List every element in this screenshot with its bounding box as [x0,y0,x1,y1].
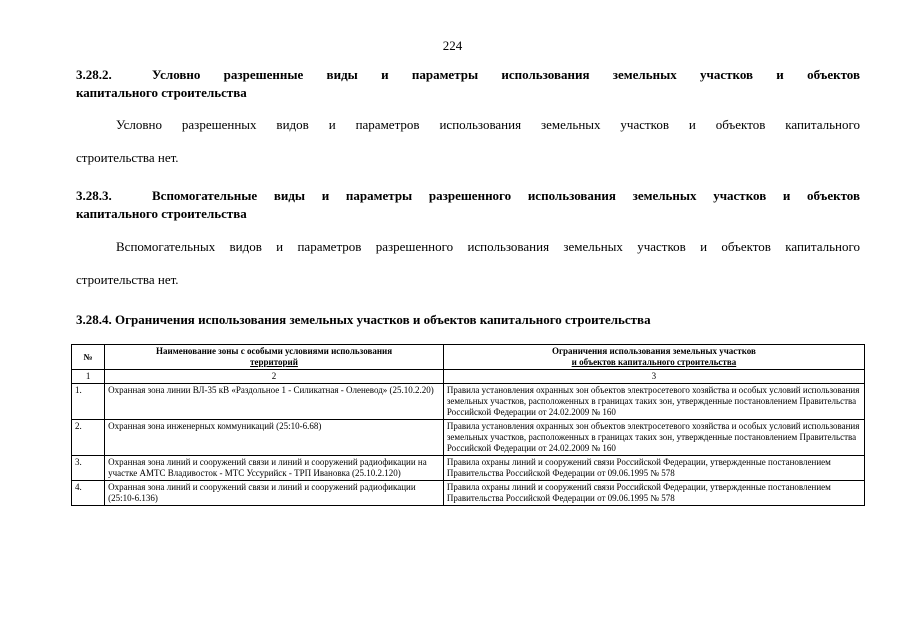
row-zone: Охранная зона линий и сооружений связи и линий и сооружений радиофикации на участке АМТС Владивосток - МТС Уссурийск - ТРП Ивановка (25.10.2.120) [105,456,444,481]
row-num: 2. [72,420,105,456]
section-heading-3-28-2 [76,66,860,102]
table-row [72,420,865,456]
section-title-line2: капитального строительства [76,206,247,221]
section-paragraph-3-28-2 [76,115,860,168]
column-number-row [72,370,865,384]
column-number: 2 [105,370,444,384]
column-number: 3 [443,370,864,384]
section-title-line2: капитального строительства [76,85,247,100]
table-row [72,481,865,506]
header-zone [105,345,444,370]
header-restriction-line1: Ограничения использования земельных участков [551,346,756,356]
paragraph-line2: строительства нет. [76,272,179,287]
column-number: 1 [72,370,105,384]
section-number: 3.28.3. [76,188,112,203]
row-zone: Охранная зона линий и сооружений связи и линий и сооружений радиофикации (25:10-6.136) [105,481,444,506]
section-heading-3-28-3 [76,187,860,223]
restrictions-table [71,344,865,506]
row-num: 1. [72,384,105,420]
row-num: 3. [72,456,105,481]
header-restriction [443,345,864,370]
header-restriction-line2: и объектов капитального строительства [571,357,737,367]
row-restriction: Правила установления охранных зон объектов электросетевого хозяйства и особых условий использования земельных участков, расположенных в границах таких зон, утвержденные постановлением Правительства Российской Федерации от 24.02.2009 № 160 [443,384,864,420]
table-row [72,456,865,481]
row-restriction: Правила охраны линий и сооружений связи Российской Федерации, утвержденные постановлением Правительства Российской Федерации от 09.06.1995 № 578 [443,481,864,506]
paragraph-line1: Вспомогательных видов и параметров разрешенного использования земельных участков и объектов капитального [116,239,860,254]
page-number: 224 [442,38,463,53]
row-zone: Охранная зона инженерных коммуникаций (25:10-6.68) [105,420,444,456]
header-zone-line1: Наименование зоны с особыми условиями использования [155,346,393,356]
section-title-line1: Вспомогательные виды и параметры разрешенного использования земельных участков и объектов [152,188,860,203]
header-num: № [72,345,105,370]
table-title: 3.28.4. Ограничения использования земельных участков и объектов капитального строительства [76,312,651,327]
header-zone-line2: территорий [250,357,298,367]
row-restriction: Правила охраны линий и сооружений связи Российской Федерации, утвержденные постановлением Правительства Российской Федерации от 09.06.1995 № 578 [443,456,864,481]
section-title-line1: Условно разрешенные виды и параметры использования земельных участков и объектов [152,67,860,82]
row-num: 4. [72,481,105,506]
section-paragraph-3-28-3 [76,237,860,290]
row-zone: Охранная зона линии ВЛ-35 кВ «Раздольное 1 - Силикатная - Оленевод» (25.10.2.20) [105,384,444,420]
table-header-row [72,345,865,370]
section-number: 3.28.2. [76,67,112,82]
table-row [72,384,865,420]
paragraph-line2: строительства нет. [76,150,179,165]
paragraph-line1: Условно разрешенных видов и параметров использования земельных участков и объектов капитального [116,117,860,132]
row-restriction: Правила установления охранных зон объектов электросетевого хозяйства и особых условий использования земельных участков, расположенных в границах таких зон, утвержденные постановлением Правительства Российской Федерации от 24.02.2009 № 160 [443,420,864,456]
